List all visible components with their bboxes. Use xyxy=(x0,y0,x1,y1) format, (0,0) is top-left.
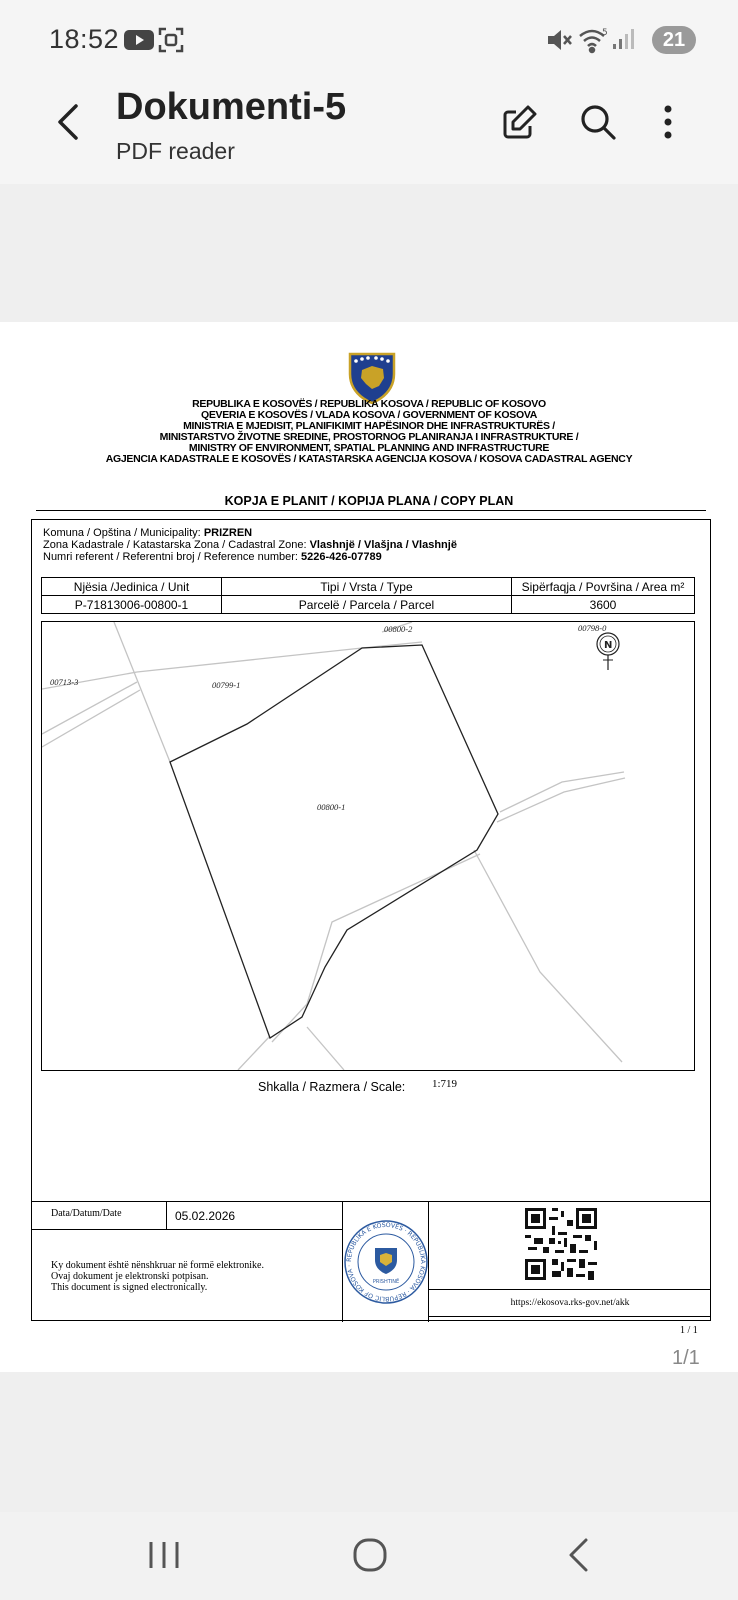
verify-url-link[interactable]: https://ekosova.rks-gov.net/akk xyxy=(510,1298,630,1308)
signal-icon xyxy=(612,28,634,55)
screenshot-icon xyxy=(158,27,184,58)
zone-label: Zona Kadastrale / Katastarska Zona / Cadastral Zone: xyxy=(43,539,307,551)
reference-label: Numri referent / Referentni broj / Reference number: xyxy=(43,551,298,563)
document-viewer-background-bottom xyxy=(0,1372,738,1512)
qr-code-icon[interactable] xyxy=(522,1205,600,1288)
zone-line xyxy=(43,539,457,551)
status-bar xyxy=(0,0,738,80)
table-header: Sipërfaqja / Površina / Area m² xyxy=(512,578,695,596)
wifi-icon xyxy=(578,26,610,59)
divider xyxy=(36,510,706,511)
table-header: Tipi / Vrsta / Type xyxy=(222,578,512,596)
map-label-parcel: 00799-1 xyxy=(212,680,241,690)
page-footer-number: 1 / 1 xyxy=(680,1325,698,1336)
signed-line: Ovaj dokument je elektronski potpisan. xyxy=(51,1271,209,1282)
app-subtitle: PDF reader xyxy=(116,138,235,164)
date-label-cell xyxy=(31,1202,167,1230)
home-icon xyxy=(352,1537,388,1578)
search-button[interactable] xyxy=(574,100,622,148)
table-header-row xyxy=(42,578,695,596)
youtube-icon xyxy=(124,30,154,55)
municipality-label: Komuna / Opština / Municipality: xyxy=(43,527,201,539)
map-label-parcel: 00798-0 xyxy=(578,623,607,633)
cadastral-map-drawing xyxy=(42,622,694,1070)
header-line: REPUBLIKA E KOSOVËS / REPUBLIKA KOSOVA / REPUBLIC OF KOSOVO xyxy=(192,398,546,410)
zone-value: Vlashnjë / Vlašjna / Vlashnjë xyxy=(309,539,457,551)
document-title: Dokumenti-5 xyxy=(116,86,347,128)
header-line: MINISTRIA E MJEDISIT, PLANIFIKIMIT HAPËSINOR DHE INFRASTRUKTURËS / xyxy=(183,420,555,432)
compass-letter: N xyxy=(604,640,613,651)
municipality-value: PRIZREN xyxy=(203,527,253,539)
map-label-parcel: 00713-3 xyxy=(50,677,79,687)
edit-icon xyxy=(500,102,540,147)
home-button[interactable] xyxy=(340,1532,400,1582)
date-value: 05.02.2026 xyxy=(175,1209,236,1223)
more-icon xyxy=(662,104,674,145)
svg-text:5: 5 xyxy=(602,28,608,38)
stamp-cell xyxy=(343,1202,429,1322)
reference-value: 5226-426-07789 xyxy=(301,551,382,563)
pdf-page[interactable] xyxy=(0,322,738,1372)
table-header: Njësia /Jedinica / Unit xyxy=(42,578,222,596)
recents-icon xyxy=(147,1540,181,1575)
back-button[interactable] xyxy=(44,100,92,148)
battery-indicator: 21 xyxy=(652,26,696,54)
map-label-parcel: 00800-2 xyxy=(384,624,413,634)
cadastral-map xyxy=(41,621,695,1071)
table-row xyxy=(42,596,695,614)
signed-line: This document is signed electronically. xyxy=(51,1282,208,1293)
header-line: MINISTARSTVO ŽIVOTNE SREDINE, PROSTORNOG PLANIRANJA I INFRASTRUKTURE / xyxy=(159,431,579,443)
scale-value: 1:719 xyxy=(432,1078,458,1090)
municipality-line xyxy=(43,527,252,539)
page-indicator: 1/1 xyxy=(672,1347,700,1369)
edit-button[interactable] xyxy=(496,100,544,148)
parcel-table xyxy=(41,577,695,614)
table-cell-unit: P-71813006-00800-1 xyxy=(42,596,222,614)
mute-icon xyxy=(546,27,572,58)
recents-button[interactable] xyxy=(134,1532,194,1582)
status-time: 18:52 xyxy=(49,24,120,54)
scale-label: Shkalla / Razmera / Scale: xyxy=(258,1080,406,1094)
map-label-parcel: 00800-1 xyxy=(317,802,346,812)
table-cell-type: Parcelë / Parcela / Parcel xyxy=(222,596,512,614)
verify-url-cell xyxy=(429,1290,711,1317)
stamp-city: PRISHTINË xyxy=(372,1279,400,1285)
signed-text-cell xyxy=(31,1230,343,1322)
header-line: MINISTRY OF ENVIRONMENT, SPATIAL PLANNING AND INFRASTRUCTURE xyxy=(188,442,550,454)
qr-cell xyxy=(429,1202,711,1290)
signed-line: Ky dokument është nënshkruar në formë elektronike. xyxy=(51,1260,264,1271)
date-label: Data/Datum/Date xyxy=(51,1208,122,1219)
signature-footer xyxy=(31,1201,711,1321)
reference-line xyxy=(43,551,382,563)
back-nav-button[interactable] xyxy=(548,1532,608,1582)
app-bar xyxy=(0,80,738,184)
document-viewer-background xyxy=(0,184,738,322)
navigation-bar xyxy=(0,1512,738,1600)
table-cell-area: 3600 xyxy=(512,596,695,614)
more-options-button[interactable] xyxy=(644,100,692,148)
date-value-cell xyxy=(167,1202,343,1230)
plan-title: KOPJA E PLANIT / KOPIJA PLANA / COPY PLAN xyxy=(224,494,514,508)
compass-icon xyxy=(597,633,619,670)
search-icon xyxy=(578,102,618,147)
back-icon xyxy=(54,102,82,147)
back-nav-icon xyxy=(566,1537,590,1578)
stamp-text: REPUBLIKA E KOSOVËS · REPUBLIKA KOSOVA · REPUBLIC OF KOSOVA · xyxy=(345,1221,427,1303)
header-line: QEVERIA E KOSOVËS / VLADA KOSOVA / GOVERNMENT OF KOSOVA xyxy=(200,409,538,421)
official-stamp-icon xyxy=(343,1217,429,1312)
header-line: AGJENCIA KADASTRALE E KOSOVËS / KATASTARSKA AGENCIJA KOSOVA / KOSOVA CADASTRAL AGENCY xyxy=(105,453,633,465)
